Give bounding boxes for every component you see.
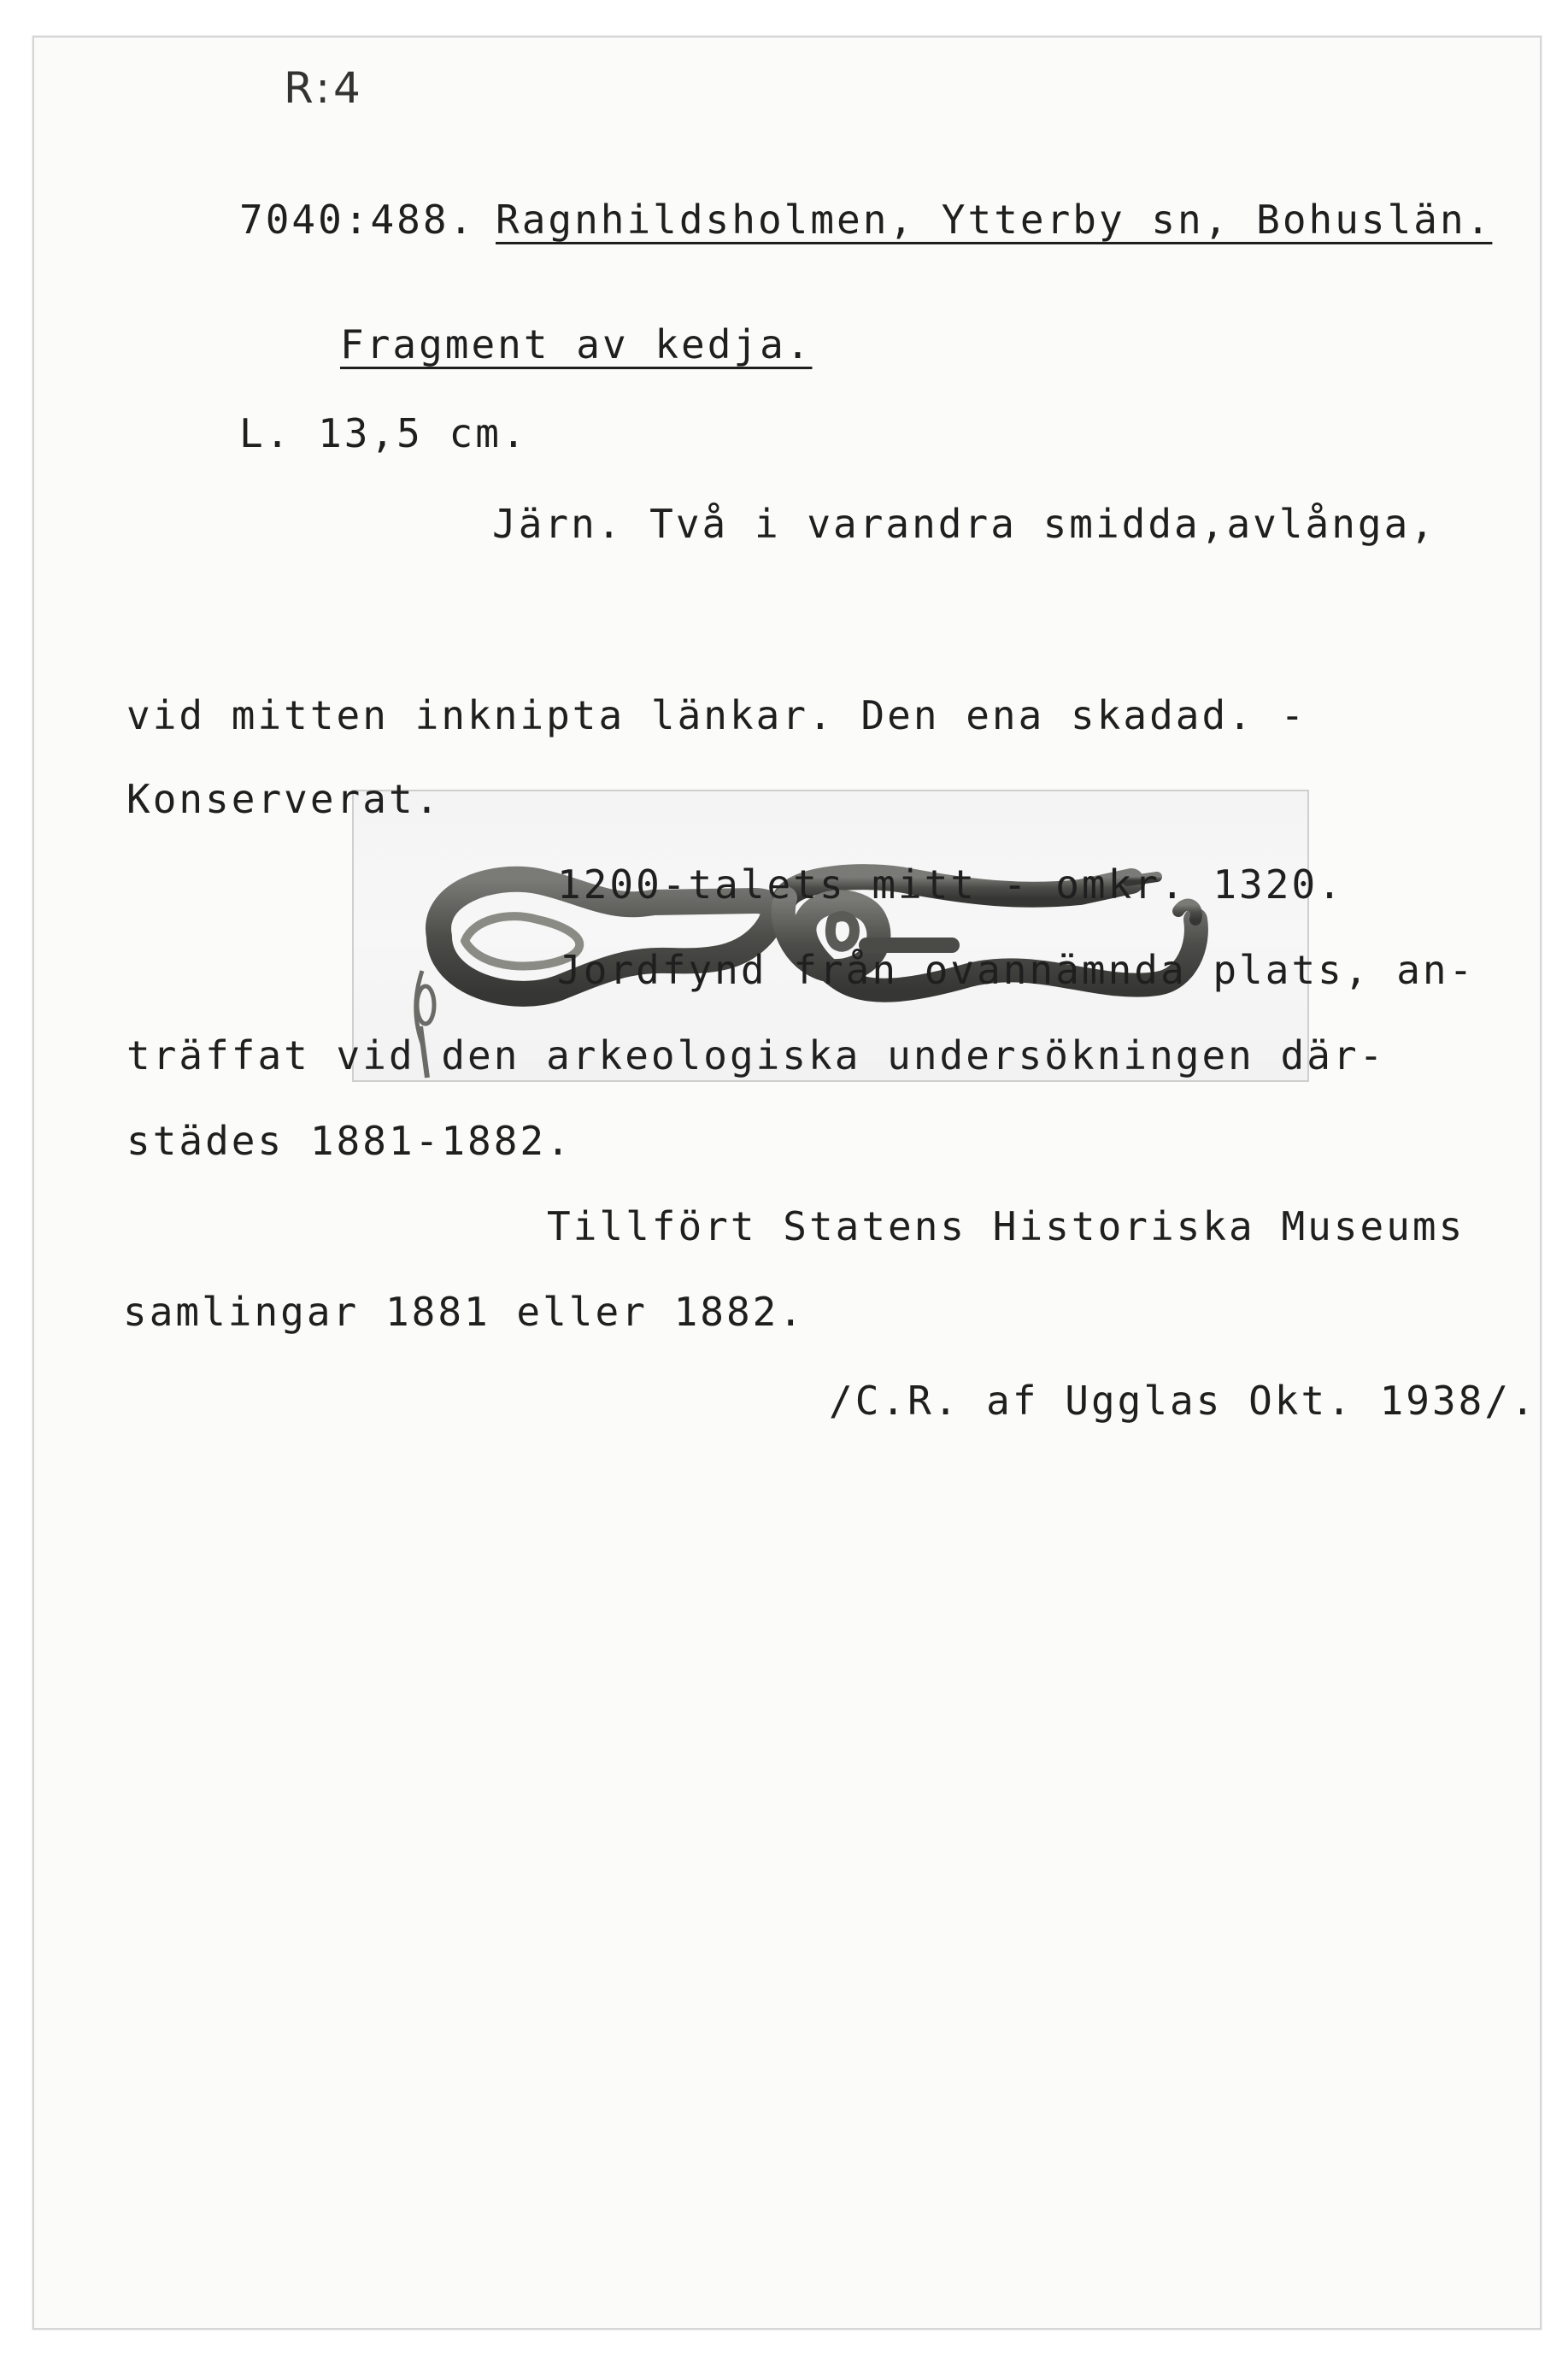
description-line-2: vid mitten inknipta länkar. Den ena skadad. - [126, 692, 1307, 738]
object-length: L. 13,5 cm. [239, 410, 528, 456]
signature-line: /C.R. af Ugglas Okt. 1938/. [829, 1378, 1537, 1424]
find-line-2: träffat vid den arkeologiska undersökningen där- [126, 1032, 1386, 1079]
catalog-card [32, 36, 1542, 2330]
catalog-number: 7040:488. [239, 197, 476, 243]
dating-line: 1200-talets mitt - omkr. 1320. [557, 861, 1344, 908]
description-line-1: Järn. Två i varandra smidda,avlånga, [492, 501, 1436, 547]
handwritten-mark: R:4 [284, 63, 364, 113]
description-line-3: Konserverat. [126, 776, 442, 822]
acquisition-line-1: Tillfört Statens Historiska Museums [547, 1203, 1465, 1249]
find-place: Ragnhildsholmen, Ytterby sn, Bohuslän. [496, 197, 1493, 243]
find-line-3: städes 1881-1882. [126, 1118, 573, 1164]
object-title: Fragment av kedja. [340, 321, 813, 367]
acquisition-line-2: samlingar 1881 eller 1882. [123, 1289, 806, 1335]
find-line-1: Jordfynd från ovannämnda plats, an- [557, 947, 1476, 993]
